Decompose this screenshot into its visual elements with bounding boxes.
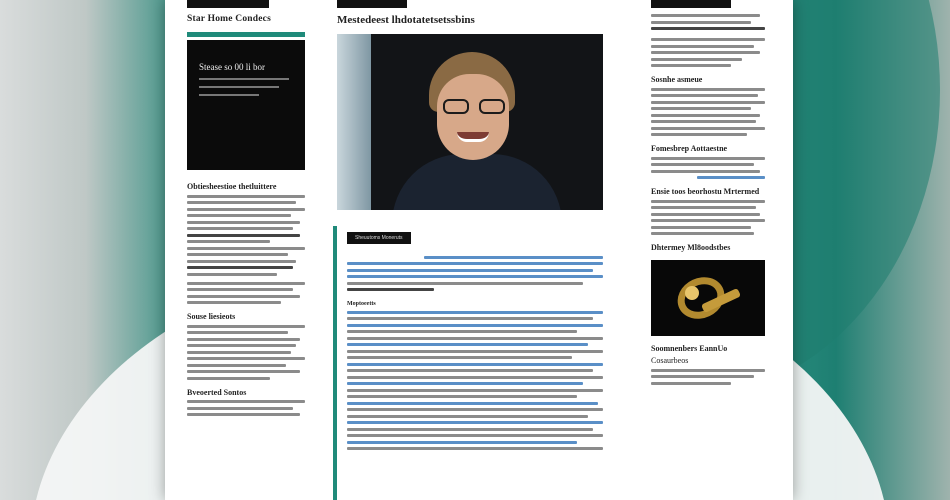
portrait-photo	[337, 34, 603, 210]
left-heading-3: Bveoerted Sontos	[187, 387, 247, 397]
product-image	[651, 260, 765, 336]
article-paragraph-2	[347, 311, 603, 451]
box-line	[199, 86, 279, 88]
right-caption-1: Soomnenbers EannUo	[651, 344, 728, 353]
right-paragraph-6	[651, 369, 765, 385]
section-tag-bar	[187, 0, 269, 8]
right-paragraph-4	[651, 157, 765, 180]
right-column	[651, 0, 765, 388]
left-section-title: Star Home Condecs	[187, 14, 271, 24]
box-line	[199, 94, 259, 96]
article-tag: Sheuutoms Moneruts	[347, 232, 411, 244]
headline-tag-bar	[337, 0, 407, 8]
document-page	[165, 0, 793, 500]
right-caption-2: Cosaurbeos	[651, 356, 689, 365]
right-heading-1: Sosnhe asmeue	[651, 75, 703, 84]
middle-column	[337, 0, 603, 307]
right-paragraph-2	[651, 38, 765, 67]
left-column	[187, 0, 305, 420]
dark-box-title: Stease so 00 li bor	[199, 62, 265, 72]
right-heading-2: Fomesbrep Aottaestne	[651, 144, 728, 153]
left-paragraph-4	[187, 400, 305, 416]
article-subheading: Moptoeetts	[347, 301, 376, 307]
right-tag-bar	[651, 0, 731, 8]
left-paragraph-3	[187, 325, 305, 380]
article-paragraph-1	[347, 256, 603, 292]
right-heading-3: Ensie toos beorhostu Mrtermed	[651, 187, 760, 196]
right-paragraph-1	[651, 14, 765, 30]
right-paragraph-3	[651, 88, 765, 137]
left-paragraph-1	[187, 195, 305, 276]
left-heading-2: Souse liesieots	[187, 312, 236, 321]
left-paragraph-2	[187, 282, 305, 305]
left-heading-1: Obtiesheestioe thetluittere	[187, 182, 277, 191]
article-body	[333, 226, 603, 500]
right-paragraph-5	[651, 200, 765, 236]
right-heading-4: Dhtermey Ml8oodstbes	[651, 243, 731, 252]
teal-rule	[187, 32, 305, 37]
box-line	[199, 78, 289, 80]
headline: Mestedeest lhdotatetsetssbins	[337, 14, 475, 26]
dark-info-box	[187, 40, 305, 170]
